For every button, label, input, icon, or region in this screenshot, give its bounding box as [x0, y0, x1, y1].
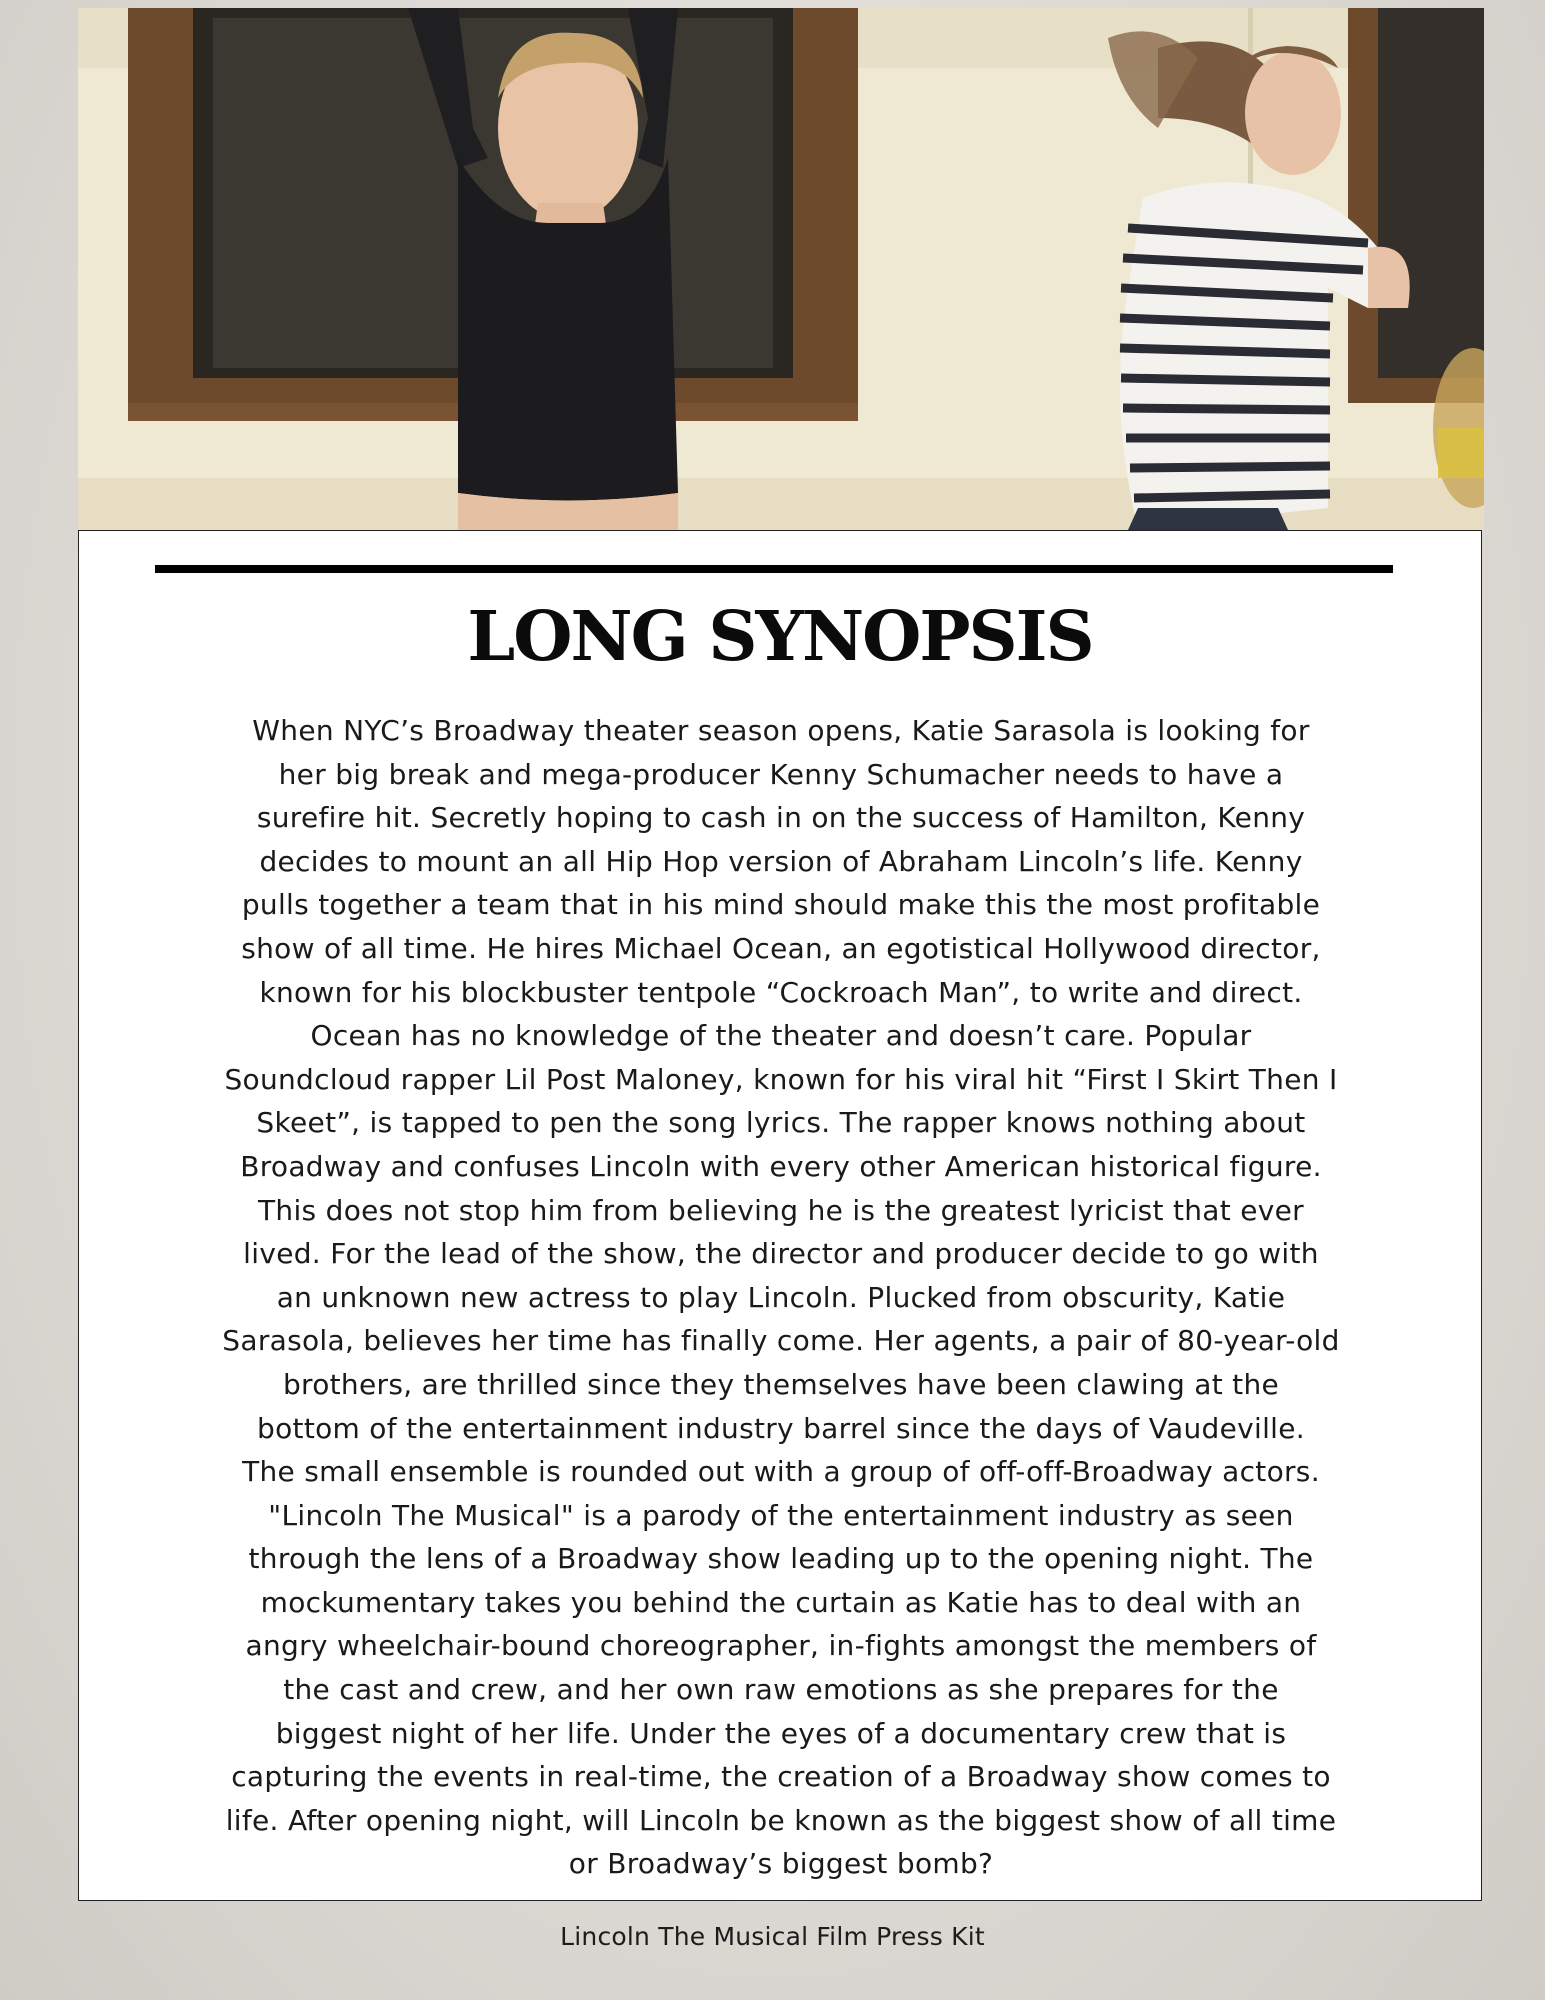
- synopsis-text: [149, 709, 1413, 1886]
- synopsis-line: show of all time. He hires Michael Ocean, an egotistical Hollywood director,: [241, 931, 1321, 965]
- synopsis-line: This does not stop him from believing he is the greatest lyricist that ever: [258, 1193, 1304, 1227]
- page-title: LONG SYNOPSIS: [467, 597, 1093, 677]
- synopsis-line: mockumentary takes you behind the curtain as Katie has to deal with an: [260, 1585, 1302, 1619]
- synopsis-line: through the lens of a Broadway show leading up to the opening night. The: [248, 1542, 1314, 1576]
- synopsis-line: lived. For the lead of the show, the director and producer decide to go with: [243, 1237, 1319, 1271]
- synopsis-line: or Broadway’s biggest bomb?: [568, 1847, 994, 1881]
- synopsis-line: Skeet”, is tapped to pen the song lyrics. The rapper knows nothing about: [256, 1106, 1306, 1140]
- synopsis-line: bottom of the entertainment industry barrel since the days of Vaudeville.: [257, 1411, 1305, 1445]
- synopsis-line: "Lincoln The Musical" is a parody of the entertainment industry as seen: [268, 1498, 1294, 1532]
- synopsis-line: Sarasola, believes her time has finally come. Her agents, a pair of 80-year-old: [222, 1324, 1340, 1358]
- header-photo: [78, 8, 1484, 530]
- synopsis-line: biggest night of her life. Under the eyes of a documentary crew that is: [275, 1716, 1287, 1750]
- synopsis-line: surefire hit. Secretly hoping to cash in on the success of Hamilton, Kenny: [256, 801, 1306, 835]
- synopsis-line: When NYC’s Broadway theater season opens, Katie Sarasola is looking for: [252, 714, 1310, 747]
- synopsis-line: pulls together a team that in his mind should make this the most profitable: [241, 888, 1321, 922]
- synopsis-line: brothers, are thrilled since they themselves have been clawing at the: [282, 1367, 1280, 1401]
- synopsis-line: Soundcloud rapper Lil Post Maloney, known for his viral hit “First I Skirt Then I: [224, 1062, 1338, 1096]
- synopsis-line: life. After opening night, will Lincoln be known as the biggest show of all time: [225, 1803, 1337, 1837]
- synopsis-line: known for his blockbuster tentpole “Cockroach Man”, to write and direct.: [259, 975, 1303, 1009]
- synopsis-line: the cast and crew, and her own raw emotions as she prepares for the: [283, 1673, 1279, 1707]
- synopsis-line: capturing the events in real-time, the creation of a Broadway show comes to: [231, 1760, 1331, 1794]
- synopsis-line: an unknown new actress to play Lincoln. Plucked from obscurity, Katie: [276, 1280, 1286, 1314]
- title-rule: [155, 565, 1393, 573]
- synopsis-panel: [78, 530, 1482, 1901]
- synopsis-line: The small ensemble is rounded out with a group of off-off-Broadway actors.: [242, 1455, 1320, 1489]
- synopsis-line: Ocean has no knowledge of the theater and doesn’t care. Popular: [310, 1019, 1252, 1053]
- synopsis-line: angry wheelchair-bound choreographer, in-fights amongst the members of: [245, 1629, 1317, 1663]
- rehearsal-photo-illustration: [78, 8, 1484, 530]
- page-footer: Lincoln The Musical Film Press Kit: [560, 1922, 985, 1951]
- synopsis-line: Broadway and confuses Lincoln with every other American historical figure.: [240, 1149, 1322, 1183]
- synopsis-line: her big break and mega-producer Kenny Schumacher needs to have a: [278, 757, 1284, 791]
- synopsis-line: decides to mount an all Hip Hop version of Abraham Lincoln’s life. Kenny: [259, 844, 1303, 878]
